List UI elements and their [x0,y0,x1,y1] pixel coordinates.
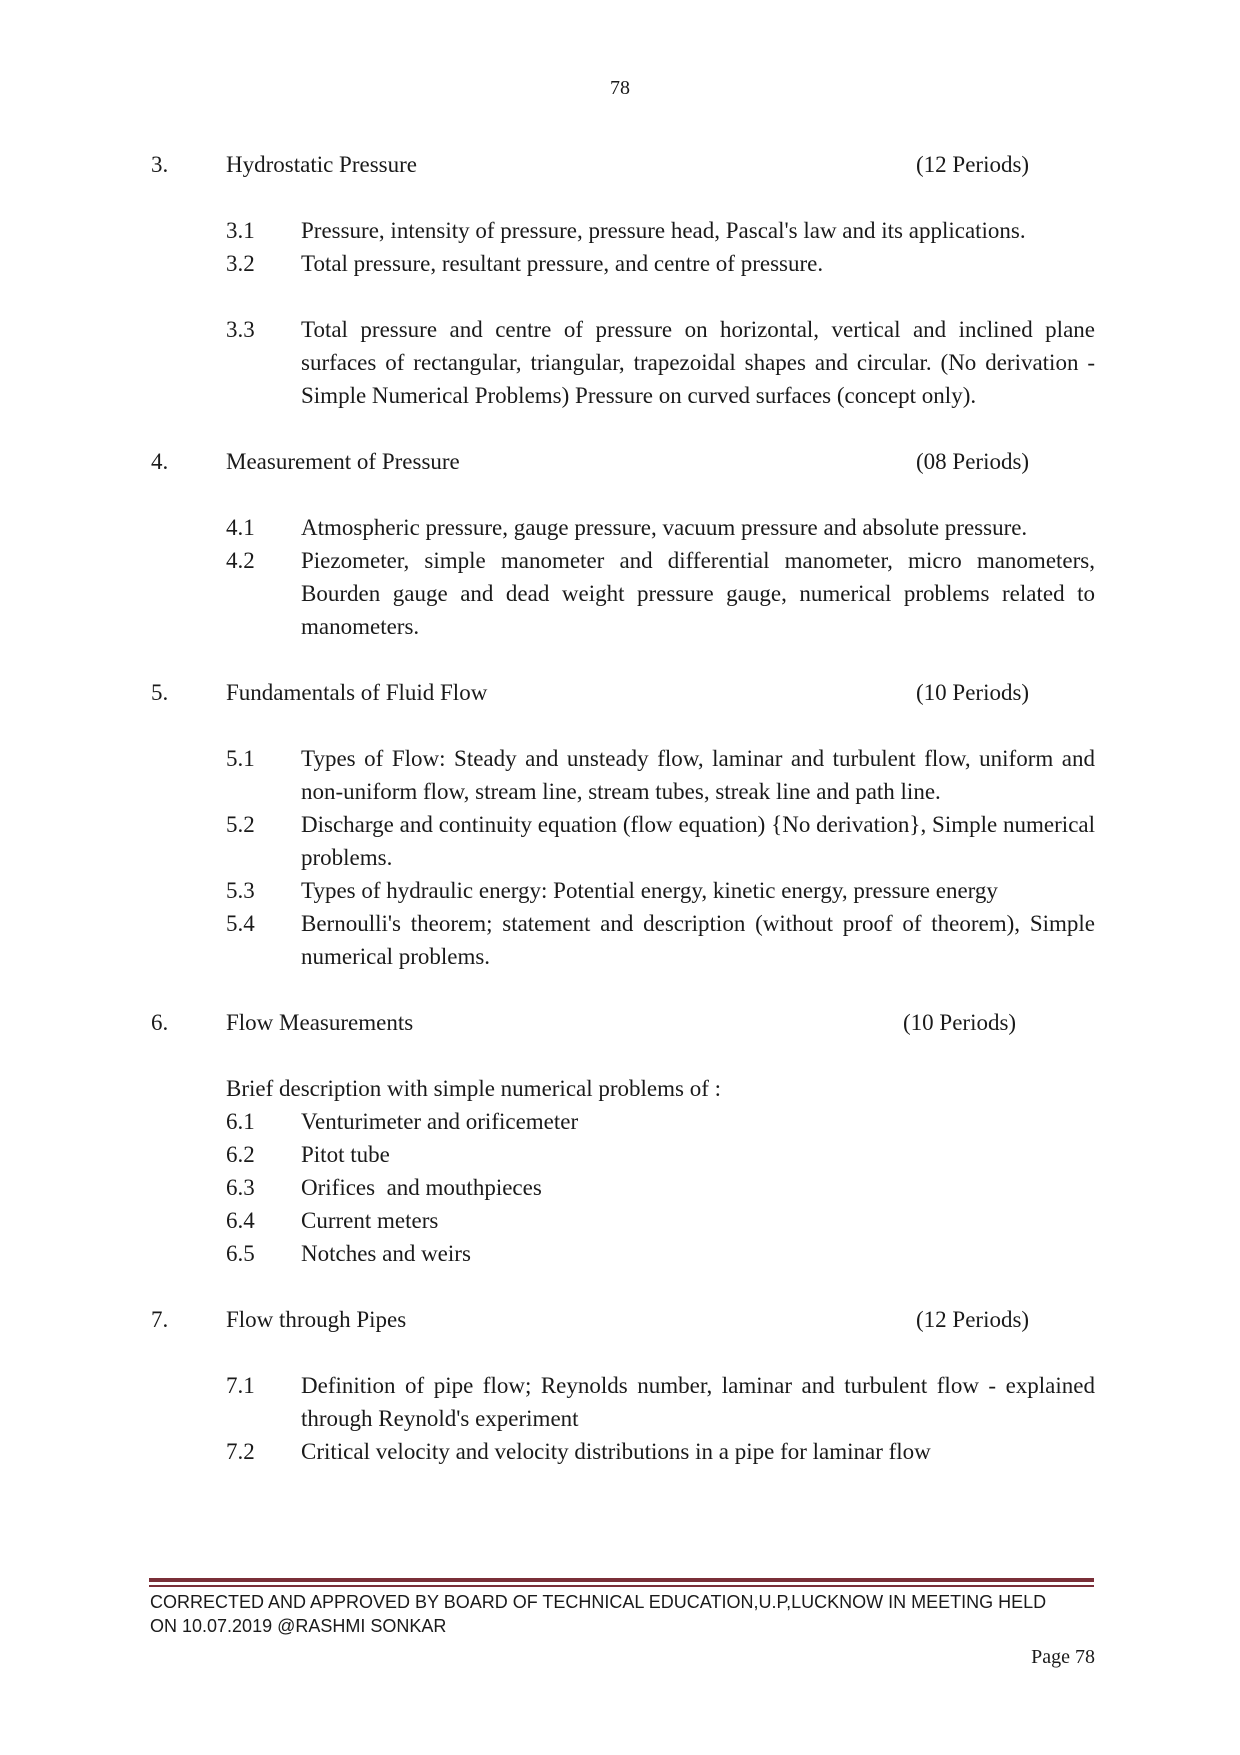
topic-text: Types of hydraulic energy: Potential energy, kinetic energy, pressure energy [301,878,998,903]
topic-number: 5.3 [226,878,255,903]
topic-text: Total pressure and centre of pressure on horizontal, vertical and inclined plane surfaces of rectangular, triangular, trapezoidal shapes and circular. (No derivation - Simple Numerical Problems) Pressure on curved surfaces (concept only). [301,317,1095,408]
syllabus-content [151,148,1095,1501]
topic-number: 6.4 [226,1208,255,1233]
section-heading [151,148,1095,181]
topic-text: Critical velocity and velocity distributions in a pipe for laminar flow [301,1439,931,1464]
section-4 [151,445,1095,643]
footer-line: CORRECTED AND APPROVED BY BOARD OF TECHNICAL EDUCATION,U.P,LUCKNOW IN MEETING HELD [150,1592,1047,1612]
section-number: 5. [151,680,169,705]
topic-item [226,1138,1095,1171]
topic-text: Current meters [301,1208,439,1233]
section-6 [151,1006,1095,1270]
section-number: 4. [151,449,169,474]
topic-item [226,1204,1095,1237]
topic-item [226,907,1095,973]
footer-divider [149,1578,1094,1582]
topic-item [226,742,1095,808]
section-number: 7. [151,1307,169,1332]
section-title: Measurement of Pressure [226,449,460,474]
section-periods: (10 Periods) [903,1010,1017,1035]
topic-item [226,511,1095,544]
topic-text: Pressure, intensity of pressure, pressure head, Pascal's law and its applications. [301,218,1026,243]
topic-number: 6.2 [226,1142,255,1167]
section-periods: (12 Periods) [916,1307,1030,1332]
topic-list [226,214,1095,412]
section-3 [151,148,1095,412]
topic-number: 6.5 [226,1241,255,1266]
topic-number: 3.1 [226,218,255,243]
topic-text: Venturimeter and orificemeter [301,1109,579,1134]
topic-number: 6.1 [226,1109,255,1134]
section-heading [151,676,1095,709]
topic-text: Orifices and mouthpieces [301,1175,542,1200]
topic-item [226,247,1095,280]
section-periods: (08 Periods) [916,449,1030,474]
topic-item [226,1369,1095,1435]
section-5 [151,676,1095,973]
topic-item [226,808,1095,874]
topic-text: Atmospheric pressure, gauge pressure, vacuum pressure and absolute pressure. [301,515,1028,540]
topic-number: 5.4 [226,911,255,936]
section-title: Flow Measurements [226,1010,414,1035]
topic-number: 7.1 [226,1373,255,1398]
topic-number: 5.2 [226,812,255,837]
topic-number: 3.2 [226,251,255,276]
topic-list [226,1369,1095,1468]
topic-number: 7.2 [226,1439,255,1464]
topic-text: Types of Flow: Steady and unsteady flow, laminar and turbulent flow, uniform and non-uniform flow, stream line, stream tubes, streak line and path line. [301,746,1095,804]
topic-list [226,1105,1095,1270]
section-intro: Brief description with simple numerical problems of : [226,1076,722,1101]
topic-text: Total pressure, resultant pressure, and centre of pressure. [301,251,824,276]
section-7 [151,1303,1095,1468]
page-number-top: 78 [610,77,630,99]
section-number: 3. [151,152,169,177]
topic-item [226,1435,1095,1468]
footer-divider [149,1585,1094,1587]
topic-text: Notches and weirs [301,1241,471,1266]
section-title: Hydrostatic Pressure [226,152,417,177]
footer-line: ON 10.07.2019 @RASHMI SONKAR [150,1616,447,1636]
topic-text: Definition of pipe flow; Reynolds number, laminar and turbulent flow - explained through Reynold's experiment [301,1373,1095,1431]
topic-number: 3.3 [226,317,255,342]
section-heading [151,1303,1095,1336]
section-title: Fundamentals of Fluid Flow [226,680,488,705]
section-periods: (10 Periods) [916,680,1030,705]
section-heading [151,1006,1095,1039]
topic-text: Pitot tube [301,1142,390,1167]
topic-item [226,1105,1095,1138]
topic-item [226,874,1095,907]
topic-item [226,1237,1095,1270]
section-title: Flow through Pipes [226,1307,407,1332]
topic-number: 5.1 [226,746,255,771]
section-heading [151,445,1095,478]
topic-number: 4.2 [226,548,255,573]
topic-item [226,214,1095,247]
topic-list [226,742,1095,973]
topic-text: Piezometer, simple manometer and differential manometer, micro manometers, Bourden gauge and dead weight pressure gauge, numerical problems related to manometers. [301,548,1095,639]
topic-item [226,544,1095,643]
section-number: 6. [151,1010,169,1035]
footer-approval-note [150,1590,1095,1638]
topic-list [226,511,1095,643]
section-periods: (12 Periods) [916,152,1030,177]
topic-item [226,313,1095,412]
topic-number: 6.3 [226,1175,255,1200]
topic-text: Discharge and continuity equation (flow equation) {No derivation}, Simple numerical problems. [301,812,1095,870]
footer-page-label: Page 78 [1031,1646,1095,1668]
topic-text: Bernoulli's theorem; statement and description (without proof of theorem), Simple numerical problems. [301,911,1095,969]
topic-item [226,1171,1095,1204]
topic-number: 4.1 [226,515,255,540]
